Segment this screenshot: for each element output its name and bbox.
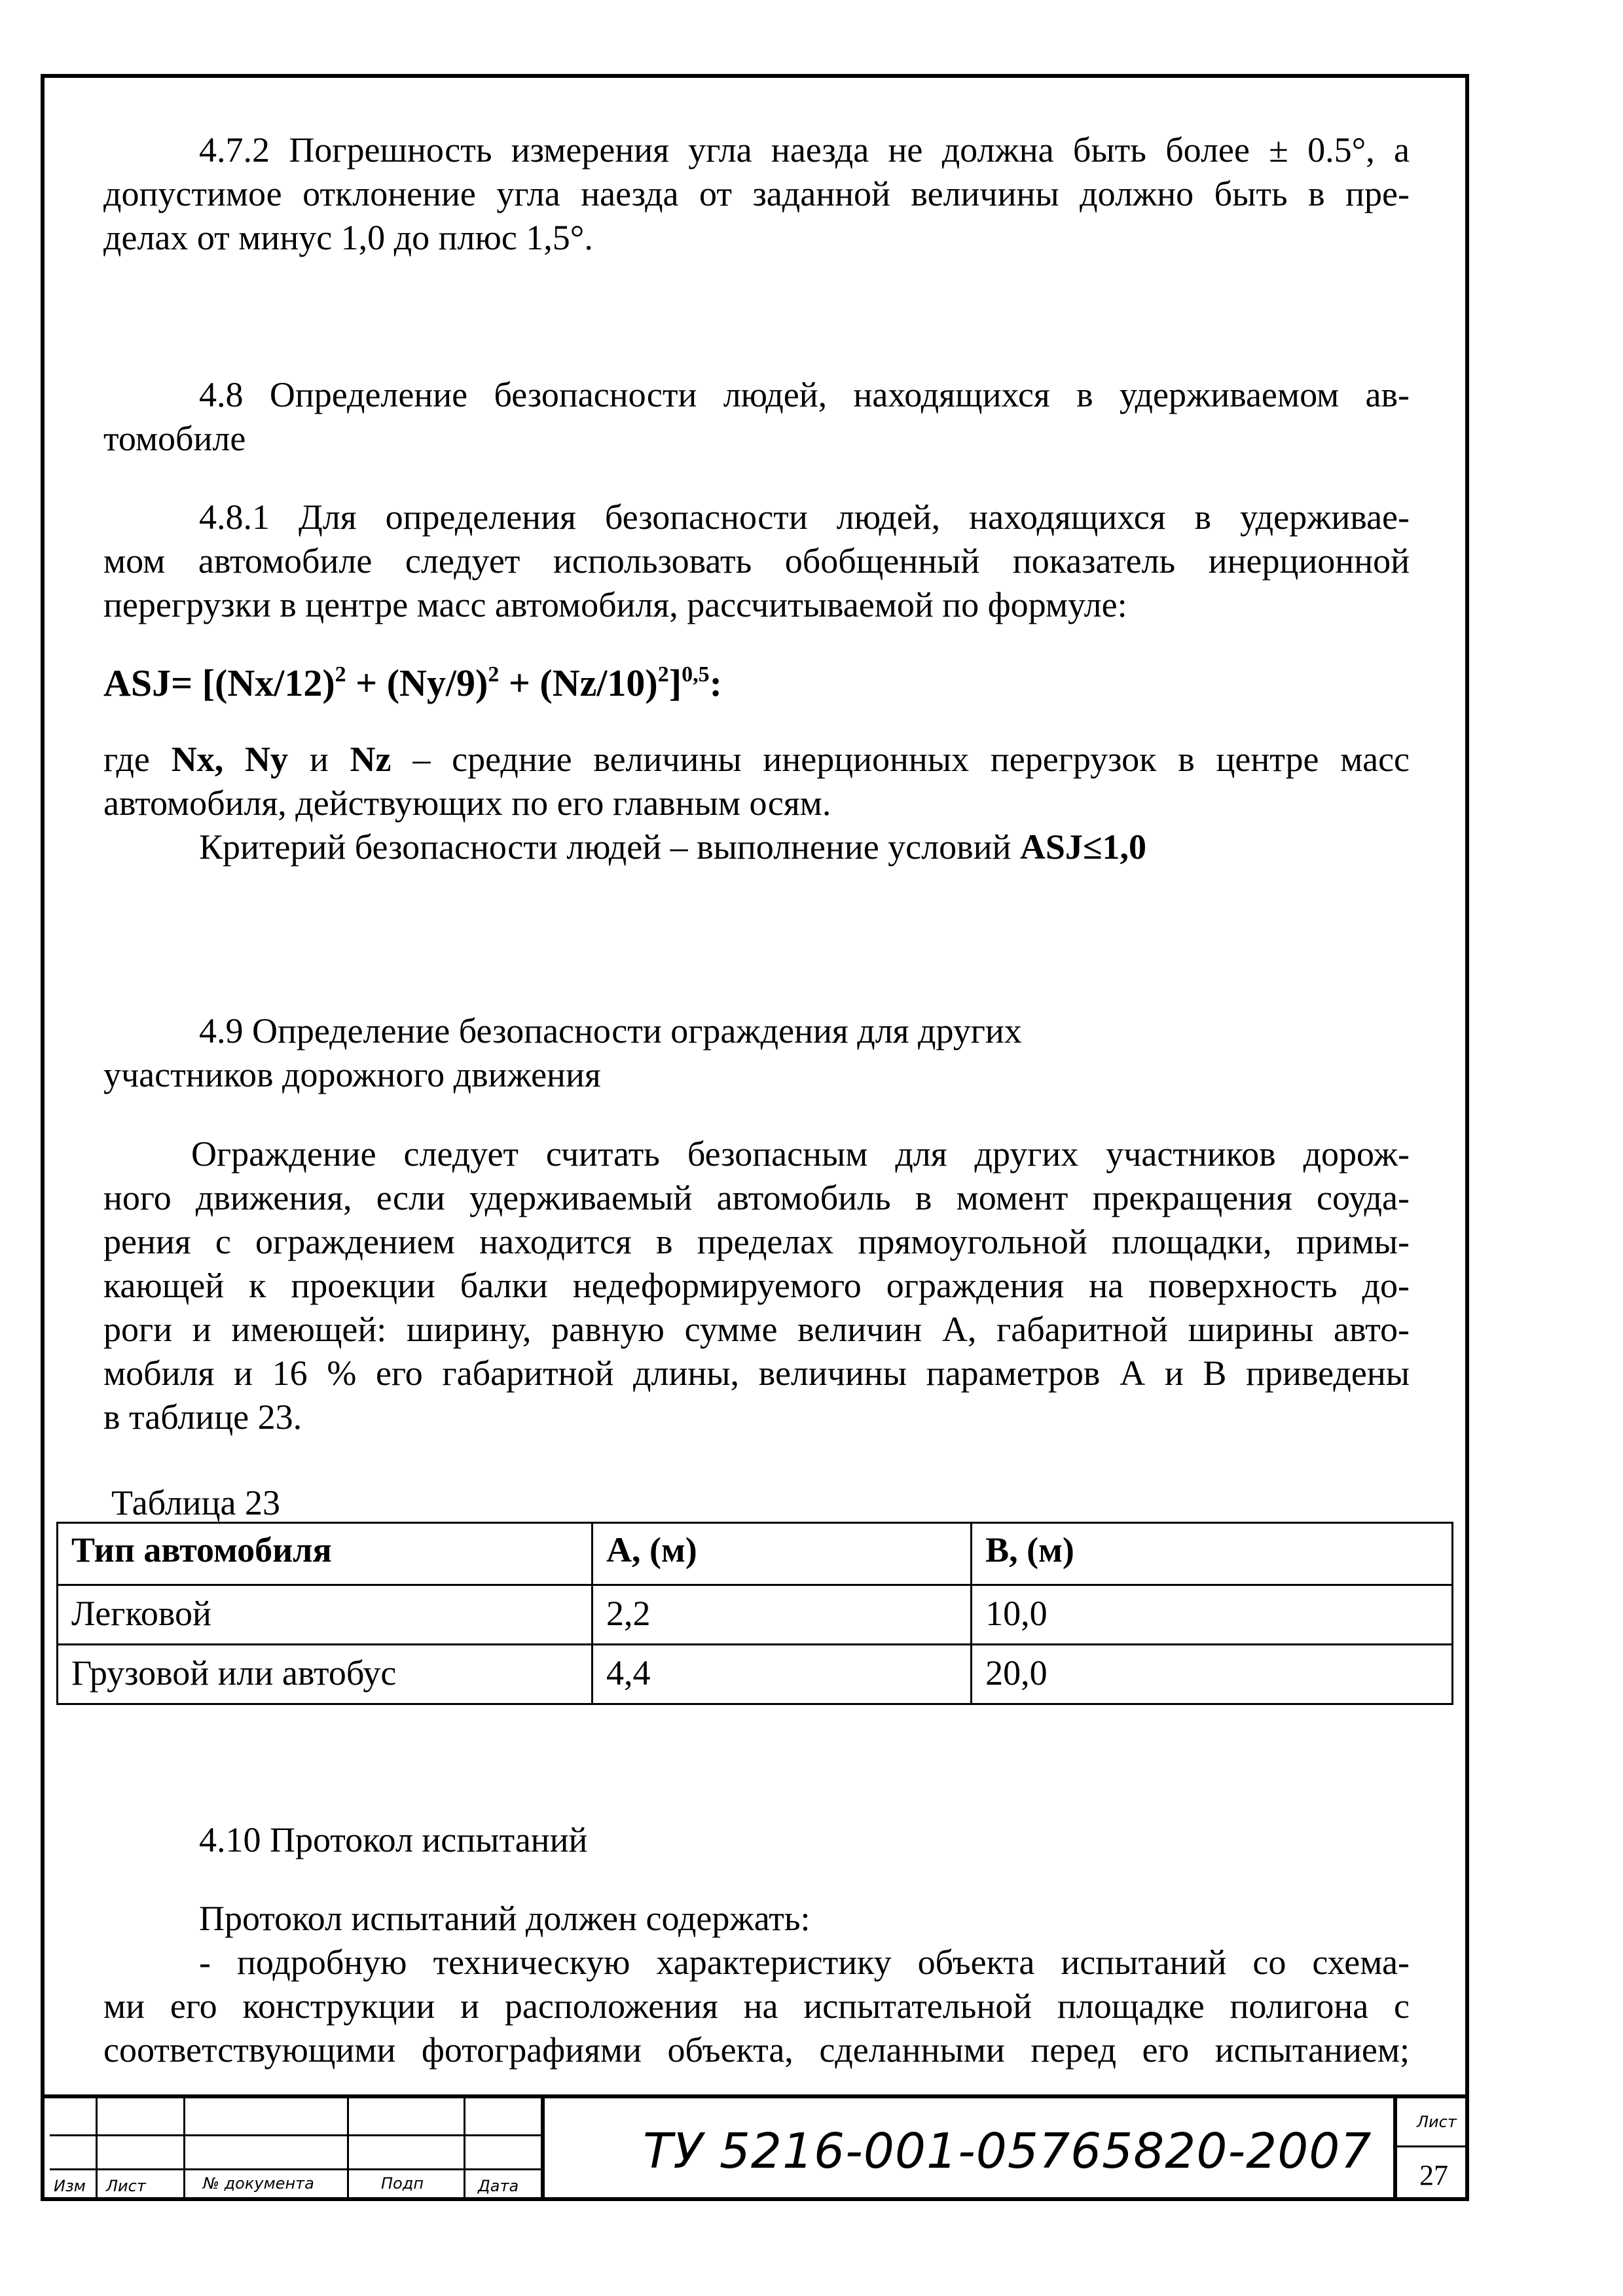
text-line: перегрузки в центре масс автомобиля, рассчитываемой по формуле: [103, 585, 1127, 624]
text-line: - подробную техническую характеристику объекта испытаний со схема- [199, 1943, 1410, 1982]
table-row [58, 1645, 1453, 1704]
section-heading-4-8 [103, 373, 1410, 461]
text-line: ми его конструкции и расположения на испытательной площадке полигона с [103, 1986, 1410, 2026]
table-cell: 10,0 [972, 1585, 1453, 1645]
text-line: кающей к проекции балки недеформируемого ограждения на поверхность до- [103, 1266, 1410, 1305]
formula-part: + (Nz/10) [499, 662, 658, 704]
formula-part: : [709, 662, 722, 704]
text-line: соответствующими фотографиями объекта, сделанными перед его испытанием; [103, 2030, 1410, 2070]
formula-part: ASJ= [(Nx/12) [103, 662, 335, 704]
paragraph-4-7-2 [103, 128, 1410, 260]
text-line: ного движения, если удерживаемый автомобиль в момент прекращения соуда- [103, 1178, 1410, 1217]
grid-line [50, 2168, 541, 2170]
text-line: мом автомобиле следует использовать обобщенный показатель инерционной [103, 541, 1410, 581]
table-cell: 4,4 [593, 1645, 972, 1704]
text-fragment: Критерий безопасности людей – выполнение условий [199, 827, 1020, 867]
text-line: 4.8 Определение безопасности людей, находящихся в удерживаемом ав- [199, 375, 1410, 414]
asj-formula [103, 661, 1410, 705]
variable-nz: Nz [350, 740, 392, 779]
table-cell: Грузовой или автобус [58, 1645, 593, 1704]
paragraph-4-10-body [103, 1897, 1410, 2072]
formula-part: ] [668, 662, 682, 704]
vehicle-parameters-table [56, 1522, 1453, 1705]
text-fragment [223, 740, 245, 779]
label-list: Лист [106, 2177, 146, 2195]
text-fragment: где [103, 740, 172, 779]
title-block [41, 2094, 1469, 2201]
grid-line [464, 2098, 465, 2201]
formula-exponent: 2 [488, 662, 500, 687]
text-line: допустимое отклонение угла наезда от заданной величины должно быть в пре- [103, 174, 1410, 213]
text-line: в таблице 23. [103, 1397, 302, 1437]
text-line: Ограждение следует считать безопасным для других участников дорож- [191, 1134, 1410, 1174]
text-line: участников дорожного движения [103, 1055, 601, 1094]
text-line: делах от минус 1,0 до плюс 1,5°. [103, 218, 593, 257]
text-line: Протокол испытаний должен содержать: [199, 1899, 811, 1938]
section-heading-4-9 [103, 1009, 1410, 1097]
text-fragment: и [288, 740, 350, 779]
grid-line [183, 2098, 185, 2201]
variable-nx: Nx, [171, 740, 224, 779]
grid-line [347, 2098, 349, 2201]
text-line: роги и имеющей: ширину, равную сумме величин А, габаритной ширины авто- [103, 1310, 1410, 1349]
label-document-number: № документа [203, 2174, 314, 2193]
formula-exponent: 2 [657, 662, 669, 687]
text-line: 4.10 Протокол испытаний [199, 1820, 588, 1859]
table-cell: 20,0 [972, 1645, 1453, 1704]
criterion-condition: ASJ≤1,0 [1019, 827, 1147, 867]
text-fragment: – средние величины инерционных перегрузок в центре масс [391, 740, 1410, 779]
grid-line [50, 2134, 541, 2136]
page-number: 27 [1419, 2159, 1448, 2191]
text-line: 4.9 Определение безопасности ограждения для других [199, 1011, 1022, 1050]
text-line: мобиля и 16 % его габаритной длины, величины параметров А и В приведены [103, 1354, 1410, 1393]
text-line [103, 738, 1410, 781]
sheet-label: Лист [1417, 2113, 1457, 2131]
section-heading-4-10 [103, 1818, 1410, 1862]
table-caption: Таблица 23 [111, 1483, 280, 1522]
paragraph-4-9-body [103, 1132, 1410, 1439]
sheet-number-box [1393, 2098, 1469, 2201]
paragraph-4-8-1 [103, 495, 1410, 627]
text-line: автомобиля, действующих по его главным осям. [103, 783, 831, 823]
table-cell: 2,2 [593, 1585, 972, 1645]
formula-exponent: 2 [335, 662, 346, 687]
label-izm: Изм [54, 2177, 86, 2195]
table-cell: Легковой [58, 1585, 593, 1645]
table-header-cell: Тип автомобиля [58, 1523, 593, 1585]
table-row [58, 1585, 1453, 1645]
label-signature: Подп [381, 2174, 424, 2193]
text-line: 4.8.1 Для определения безопасности людей, находящихся в удерживае- [199, 497, 1410, 537]
text-line: рения с ограждением находится в пределах прямоугольной площадки, примы- [103, 1222, 1410, 1261]
table-header-cell: А, (м) [593, 1523, 972, 1585]
text-line: томобиле [103, 419, 246, 458]
safety-criterion [103, 825, 1410, 869]
grid-line [96, 2098, 98, 2201]
formula-explanation [103, 738, 1410, 869]
text-line: 4.7.2 Погрешность измерения угла наезда не должна быть более ± 0.5°, а [199, 130, 1410, 170]
grid-line [1397, 2145, 1469, 2147]
document-code: ТУ 5216-001-05765820-2007 [643, 2123, 1372, 2179]
label-date: Дата [478, 2177, 519, 2195]
table-header-row [58, 1523, 1453, 1585]
grid-line [541, 2098, 545, 2201]
variable-ny: Ny [245, 740, 289, 779]
formula-exponent: 0,5 [682, 662, 710, 687]
formula-part: + (Ny/9) [346, 662, 488, 704]
table-header-cell: В, (м) [972, 1523, 1453, 1585]
title-block-grid [41, 2098, 541, 2201]
